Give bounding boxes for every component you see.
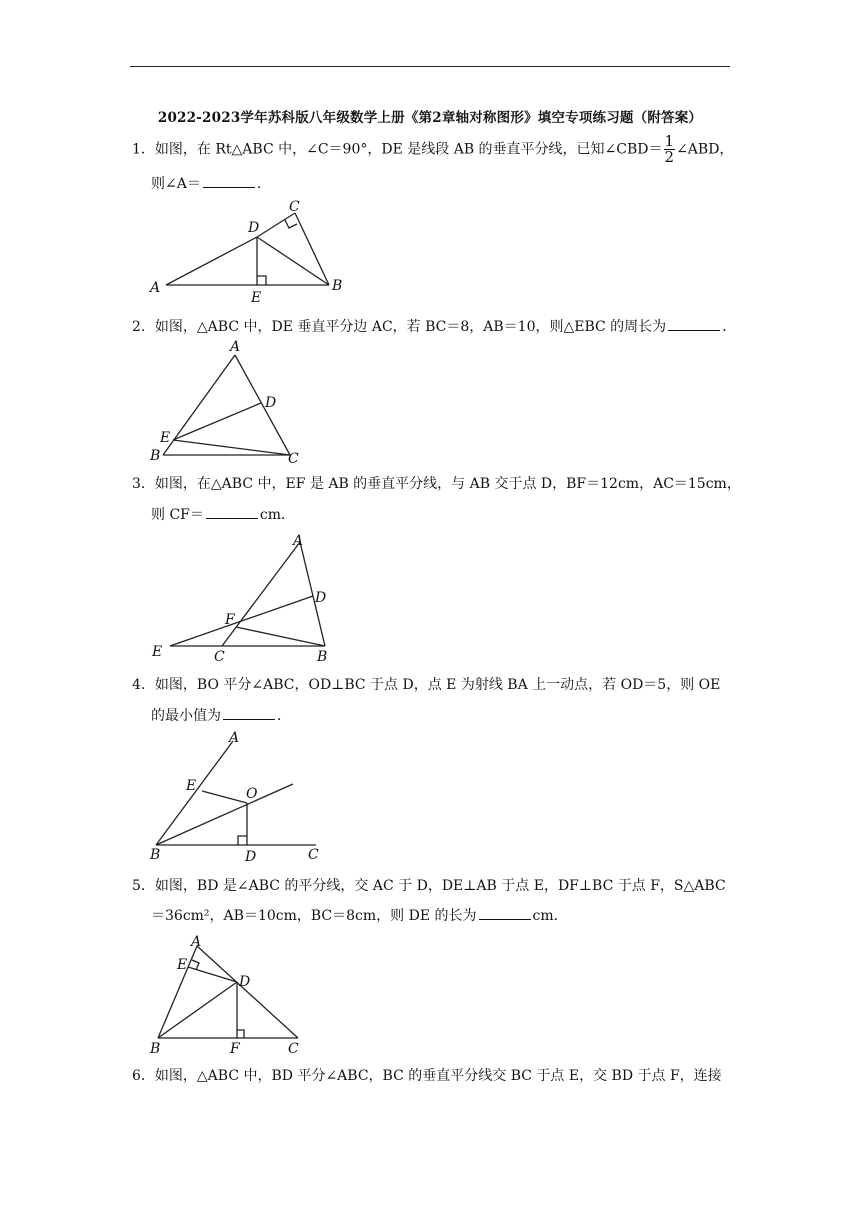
- question-2-text: 2．如图，△ABC 中，DE 垂直平分边 AC，若 BC＝8，AB＝10，则△EBC 的周长为: [132, 319, 667, 335]
- question-4-text: 4．如图，BO 平分∠ABC，OD⊥BC 于点 D，点 E 为射线 BA 上一动点，若 OD＝5，则 OE: [132, 677, 721, 693]
- label-o: O: [246, 786, 258, 802]
- question-6-line-1: [132, 1066, 722, 1086]
- label-f: F: [225, 612, 235, 628]
- label-b: B: [150, 448, 161, 464]
- answer-blank-2[interactable]: [668, 318, 720, 331]
- label-d: D: [245, 849, 257, 865]
- question-4-line-1: [132, 675, 720, 695]
- label-c: C: [288, 451, 299, 467]
- figure-question-5: [140, 932, 310, 1057]
- label-c: C: [214, 649, 225, 665]
- question-3-line-1: [132, 474, 741, 494]
- label-f: F: [230, 1041, 240, 1057]
- label-e: E: [251, 290, 262, 306]
- question-1-end: ．: [256, 176, 271, 192]
- question-2-end: ．: [722, 319, 737, 335]
- question-5-text: 5．如图，BD 是∠ABC 的平分线，交 AC 于 D，DE⊥AB 于点 E，DF⊥BC 于点 F，S△ABC: [132, 878, 726, 894]
- answer-blank-1[interactable]: [203, 175, 255, 188]
- label-d: D: [315, 590, 327, 606]
- question-1-text-tail: ∠ABD，: [676, 141, 734, 158]
- label-a: A: [230, 339, 241, 355]
- answer-blank-4[interactable]: [223, 707, 275, 720]
- question-5-end: cm．: [532, 908, 568, 924]
- question-2-line-1: [132, 317, 736, 337]
- label-a: A: [229, 730, 240, 746]
- answer-blank-5[interactable]: [479, 907, 531, 920]
- figure-question-3: [145, 530, 345, 665]
- question-1-line-1: [132, 134, 733, 165]
- question-1-line-2: [151, 174, 271, 194]
- label-a: A: [191, 934, 202, 950]
- question-3-end: cm．: [259, 507, 296, 523]
- question-3-line-2: [151, 505, 295, 525]
- label-a: A: [150, 280, 161, 296]
- label-a: A: [293, 533, 304, 549]
- label-c: C: [289, 199, 300, 215]
- question-4-prompt: 的最小值为: [151, 708, 221, 724]
- label-b: B: [150, 1041, 161, 1057]
- header-rule: [130, 66, 730, 67]
- question-4-line-2: [151, 706, 291, 726]
- question-5-line-1: [132, 876, 726, 896]
- question-5-prompt: ＝36cm²，AB＝10cm，BC＝8cm，则 DE 的长为: [151, 908, 477, 924]
- label-d: D: [239, 974, 251, 990]
- label-b: B: [332, 278, 343, 294]
- label-b: B: [150, 847, 161, 863]
- label-d: D: [248, 220, 260, 236]
- question-3-text: 3．如图，在△ABC 中，EF 是 AB 的垂直平分线，与 AB 交于点 D，BF＝12cm，AC＝15cm，: [132, 476, 741, 492]
- label-c: C: [288, 1041, 299, 1057]
- answer-blank-3[interactable]: [206, 506, 258, 519]
- question-1-prompt: 则∠A＝: [151, 176, 201, 192]
- label-c: C: [308, 847, 319, 863]
- question-1-text: 1．如图，在 Rt△ABC 中，∠C＝90°，DE 是线段 AB 的垂直平分线，已知∠CBD＝: [132, 141, 663, 158]
- page-title: 2022-2023学年苏科版八年级数学上册《第2章轴对称图形》填空专项练习题（附答案）: [157, 110, 703, 126]
- label-d: D: [265, 395, 277, 411]
- label-e: E: [177, 957, 188, 973]
- question-6-text: 6．如图，△ABC 中，BD 平分∠ABC，BC 的垂直平分线交 BC 于点 E，交 BD 于点 F，连接: [132, 1068, 722, 1084]
- label-b: B: [317, 649, 328, 665]
- figure-question-1: [140, 196, 360, 306]
- question-4-end: ．: [277, 708, 291, 724]
- label-e: E: [152, 644, 163, 660]
- question-3-prompt: 则 CF＝: [151, 507, 204, 523]
- figure-question-4: [140, 728, 340, 868]
- label-e: E: [186, 778, 197, 794]
- label-e: E: [160, 430, 171, 446]
- fraction-one-half: $\frac{1}{2}$: [664, 132, 675, 166]
- question-5-line-2: [151, 906, 568, 926]
- figure-question-2: [140, 338, 320, 468]
